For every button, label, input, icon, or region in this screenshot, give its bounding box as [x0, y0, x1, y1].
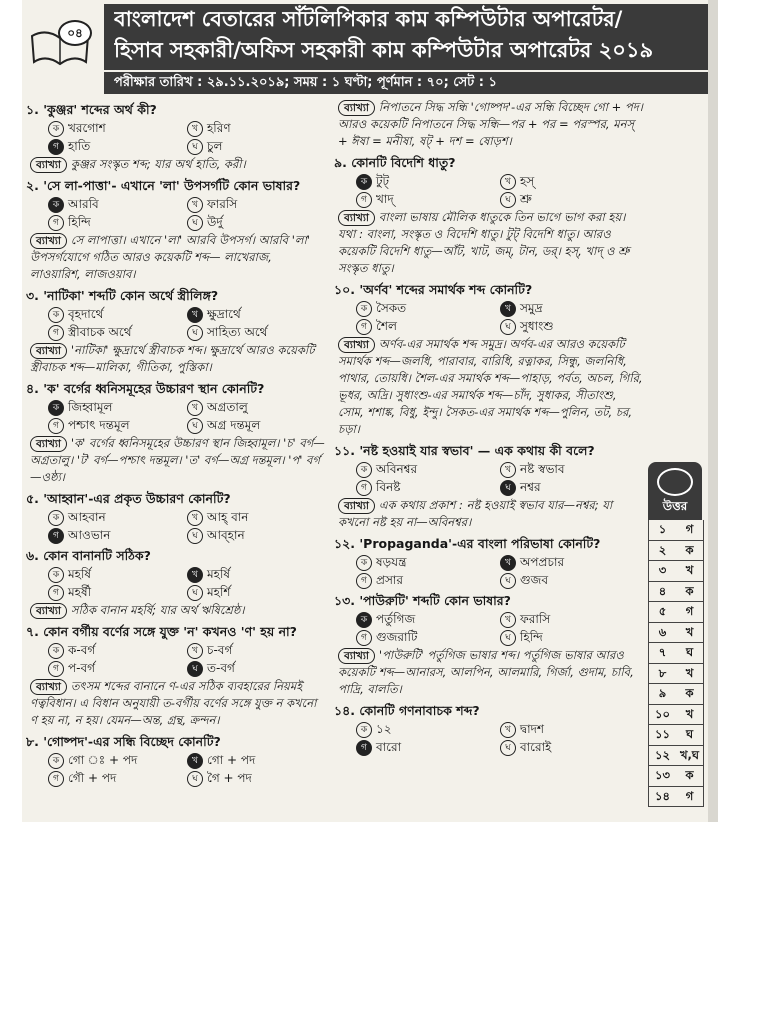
option-marker-icon: ক [356, 462, 372, 478]
answer-letter: ক [685, 686, 694, 700]
option-marker-icon: ক [356, 555, 372, 571]
option-text: খাদ্ [376, 192, 394, 206]
answer-option [356, 460, 500, 478]
answer-option [356, 172, 500, 190]
question-text: ৫. 'আহ্বান'-এর প্রকৃত উচ্চারণ কোনটি? [26, 491, 231, 506]
option-grid [334, 299, 644, 335]
option-marker-icon: ঘ [500, 480, 516, 496]
answer-letter: খ [685, 706, 694, 721]
option-marker-icon: ঘ [500, 573, 516, 589]
answer-option [48, 508, 187, 526]
option-text: উর্দু [207, 215, 223, 229]
answer-option [500, 190, 644, 208]
option-text: গৈ + পদ [207, 771, 252, 785]
option-text: হস্ [520, 174, 535, 188]
explanation-label: ব্যাখ্যা [30, 603, 67, 619]
option-marker-icon: ক [48, 567, 64, 583]
option-text: শ্রু [520, 192, 532, 206]
explanation-text: সে লাপাত্তা। এখানে 'লা' আরবি উপসর্গ। আরবি 'লা' উপসর্গযোগে গঠিত আরও কয়েকটি শব্দ— লাখেরাজ, লাওয়ারিশ, লাজওয়াব। [30, 233, 310, 281]
option-marker-icon: ঘ [187, 325, 203, 341]
option-grid [334, 720, 644, 756]
answer-key-row [648, 787, 704, 808]
explanation-text: অর্ণব-এর সমার্থক শব্দ সমুদ্র। অর্ণব-এর আরও কয়েকটি সমার্থক শব্দ—জলধি, পারাবার, বারিধি, রত্নাকর, সিন্ধু, জলনিধি, পাথার, তোয়ধি। শৈল-এর সমার্থক শব্দ—পাহাড়, পর্বত, অচল, গিরি, ভূধর, অদ্রি। সুধাংশু-এর সমার্থক শব্দ—চাঁদ, সুধাকর, সীতাংশু, সোম, শশাঙ্ক, বিধু, ইন্দু। সৈকত-এর সমার্থক শব্দ—পুলিন, তট, চর, চড়া। [338, 337, 643, 436]
exam-title [104, 4, 708, 70]
option-grid [334, 172, 644, 208]
option-marker-icon: খ [500, 174, 516, 190]
explanation-text: 'ক' বর্গের ধ্বনিসমূহের উচ্চারণ স্থান জিহ্বামূল। 'চ' বর্গ—অগ্রতালু। 'ট' বর্গ—পশ্চাৎ দন্তমূল। 'ত' বর্গ—অগ্র দন্তমূল। 'প' বর্গ—ওষ্ঠ্য। [30, 436, 325, 484]
answer-key-row [648, 623, 704, 644]
answer-option [500, 628, 644, 646]
option-grid [334, 610, 644, 646]
answer-key-row [648, 582, 704, 603]
answer-option [500, 571, 644, 589]
answer-number: ১৩ [655, 768, 670, 782]
option-marker-icon: ঘ [187, 418, 203, 434]
explanation-label: ব্যাখ্যা [30, 679, 67, 695]
option-text: অগ্র দন্তমূল [207, 418, 261, 432]
option-marker-icon: খ [500, 555, 516, 571]
option-text: বারোই [520, 740, 552, 754]
option-marker-icon: ঘ [187, 215, 203, 231]
explanation-label: ব্যাখ্যা [30, 157, 67, 173]
answer-option [187, 583, 326, 601]
title-line-1: বাংলাদেশ বেতারের সাঁটলিপিকার কাম কম্পিউটার অপারেটর/ [114, 7, 623, 31]
explanation [26, 602, 326, 619]
answer-number: ৭ [658, 645, 667, 659]
explanation-text: তৎসম শব্দের বানানে ণ-এর সঠিক ব্যবহারের নিয়মই ণত্ববিধান। এ বিধান অনুযায়ী ত-বর্গীয় বর্ণের সঙ্গে যুক্ত ন কখনো ণ হয় না, ন হয়। যেমন—অন্ত, গ্রন্থ, ক্রন্দন। [30, 679, 317, 727]
answer-option [48, 119, 187, 137]
question-text: ৯. কোনটি বিদেশি ধাতু? [334, 155, 456, 170]
answer-option [48, 565, 187, 583]
option-text: গো ঃ + পদ [68, 753, 138, 767]
answer-option [187, 526, 326, 544]
option-grid [26, 508, 326, 544]
option-text: জিহ্বামূল [68, 400, 113, 414]
option-text: বৃহদার্থে [68, 307, 104, 321]
option-marker-icon: ঘ [187, 771, 203, 787]
option-text: আহ্ বান [207, 510, 249, 524]
explanation-text: নিপাতনে সিদ্ধ সন্ধি 'গোষ্পদ'-এর সন্ধি বিচ্ছেদ গো + পদ। আরও কয়েকটি নিপাতনে সিদ্ধ সন্ধি—পর + পর = পরস্পর, মনস্ + ঈষা = মনীষা, ষট্ + দশ = ষোড়শ। [338, 100, 643, 148]
option-marker-icon: ঘ [187, 528, 203, 544]
option-text: গুজব [520, 573, 549, 587]
option-text: দ্বাদশ [520, 722, 545, 736]
option-marker-icon: খ [187, 643, 203, 659]
answer-option [187, 565, 326, 583]
answer-option [187, 769, 326, 787]
option-marker-icon: গ [48, 215, 64, 231]
answer-number: ১১ [655, 727, 670, 741]
answer-option [187, 659, 326, 677]
answer-key-row [648, 664, 704, 685]
answer-number: ৪ [658, 583, 667, 598]
option-text: ফারসি [207, 197, 238, 211]
exam-page [22, 0, 708, 822]
option-text: ত-বর্গ [207, 661, 235, 675]
option-text: বিনষ্ট [376, 480, 401, 494]
option-marker-icon: ক [356, 722, 372, 738]
option-marker-icon: গ [48, 528, 64, 544]
option-grid [26, 398, 326, 434]
explanation-text: এক কথায় প্রকাশ : নষ্ট হওয়াই স্বভাব যার—নশ্বর; যা কখনো নষ্ট হয় না—অবিনশ্বর। [338, 498, 613, 529]
answer-key [648, 462, 706, 807]
option-text: সুধাংশু [520, 319, 554, 333]
answer-number: ৫ [658, 604, 667, 618]
option-marker-icon: গ [48, 325, 64, 341]
option-text: মহর্ষী [68, 585, 92, 599]
option-text: মহর্শি [207, 585, 231, 599]
answer-number: ৩ [658, 563, 667, 577]
option-text: টুট্ [376, 174, 390, 188]
answer-option [500, 317, 644, 335]
answer-key-rows [648, 520, 706, 807]
answer-option [48, 137, 187, 155]
explanation-label: ব্যাখ্যা [338, 498, 375, 514]
option-marker-icon: ঘ [187, 585, 203, 601]
answer-key-row [648, 520, 704, 541]
page-badge [26, 6, 94, 72]
page-header [22, 0, 708, 96]
option-marker-icon: গ [48, 771, 64, 787]
answer-option [356, 720, 500, 738]
answer-number: ১৪ [655, 788, 670, 803]
option-text: গৌ + পদ [68, 771, 117, 785]
option-marker-icon: খ [187, 510, 203, 526]
answer-option [500, 720, 644, 738]
option-marker-icon: গ [356, 573, 372, 589]
option-text: সৈকত [376, 301, 407, 315]
explanation [334, 209, 644, 277]
option-grid [26, 641, 326, 677]
explanation [334, 497, 644, 531]
explanation-label: ব্যাখ্যা [30, 233, 67, 249]
answer-option [48, 641, 187, 659]
answer-key-row [648, 746, 704, 767]
answer-option [500, 299, 644, 317]
option-text: মহর্ষি [68, 567, 92, 581]
option-text: চ-বর্গ [207, 643, 233, 657]
answer-option [187, 751, 326, 769]
explanation-label: ব্যাখ্যা [338, 337, 375, 353]
option-text: অগ্রতালু [207, 400, 248, 414]
option-text: হরিণ [207, 121, 231, 135]
answer-letter: খ [685, 624, 694, 639]
answer-option [356, 299, 500, 317]
option-text: আব্হান [207, 528, 245, 542]
answer-key-label: উত্তর [662, 499, 688, 513]
explanation [26, 678, 326, 729]
answer-option [500, 738, 644, 756]
option-marker-icon: ক [356, 174, 372, 190]
explanation [26, 156, 326, 173]
explanation-label: ব্যাখ্যা [30, 343, 67, 359]
explanation [334, 336, 644, 438]
option-marker-icon: খ [500, 301, 516, 317]
explanation-text: বাংলা ভাষায় মৌলিক ধাতুকে তিন ভাগে ভাগ করা হয়। যথা : বাংলা, সংস্কৃত ও বিদেশি ধাতু। টুট্ বিদেশি ধাতু। আরও কয়েকটি বিদেশি ধাতু—আঁট, খাট, জম্, টান, ডর্। হস্, খাদ্ ও শ্রু সংস্কৃত ধাতু। [338, 210, 630, 275]
answer-option [187, 323, 326, 341]
option-marker-icon: ক [48, 400, 64, 416]
page-number: ০৪ [58, 20, 92, 46]
answer-key-row [648, 766, 704, 787]
question-text: ১১. 'নষ্ট হওয়াই যার স্বভাব' — এক কথায় কী বলে? [334, 443, 595, 458]
answer-option [356, 738, 500, 756]
option-marker-icon: ক [48, 307, 64, 323]
question-text: ২. 'সে লা-পাত্তা'- এখানে 'লা' উপসর্গটি কোন ভাষার? [26, 178, 301, 193]
answer-option [500, 610, 644, 628]
option-text: পশ্চাৎ দন্তমূল [68, 418, 130, 432]
option-text: আরবি [68, 197, 99, 211]
option-grid [26, 119, 326, 155]
option-text: সাহিত্য অর্থে [207, 325, 268, 339]
answer-option [187, 119, 326, 137]
answer-option [48, 213, 187, 231]
answer-option [187, 195, 326, 213]
answer-option [48, 751, 187, 769]
answer-option [500, 172, 644, 190]
question-text: ৮. 'গোষ্পদ'-এর সন্ধি বিচ্ছেদ কোনটি? [26, 734, 221, 749]
answer-option [356, 478, 500, 496]
answer-letter: গ [685, 788, 694, 803]
question-text: ৬. কোন বানানটি সঠিক? [26, 548, 151, 563]
explanation-text: 'নাটিকা' ক্ষুদ্রার্থে স্ত্রীবাচক শব্দ। ক্ষুদ্রার্থে আরও কয়েকটি স্ত্রীবাচক শব্দ—মালিকা, গীতিকা, পুস্তিকা। [30, 343, 315, 374]
option-text: ক্ষুদ্রার্থে [207, 307, 241, 321]
answer-option [356, 190, 500, 208]
option-grid [26, 305, 326, 341]
option-marker-icon: খ [187, 400, 203, 416]
answer-option [187, 416, 326, 434]
explanation-label: ব্যাখ্যা [30, 436, 67, 452]
question-text: ৩. 'নাটিকা' শব্দটি কোন অর্থে স্ত্রীলিঙ্গ? [26, 288, 219, 303]
exam-meta: পরীক্ষার তারিখ : ২৯.১১.২০১৯; সময় : ১ ঘণ্টা; পূর্ণমান : ৭০; সেট : ১ [104, 72, 708, 94]
option-marker-icon: খ [187, 121, 203, 137]
explanation [26, 232, 326, 283]
option-marker-icon: খ [187, 307, 203, 323]
answer-key-row [648, 643, 704, 664]
answer-letter: খ [685, 665, 694, 680]
answer-option [187, 213, 326, 231]
option-text: ষড়যন্ত্র [376, 555, 407, 569]
option-marker-icon: গ [356, 740, 372, 756]
option-grid [334, 460, 644, 496]
answer-option [500, 553, 644, 571]
explanation [334, 99, 644, 150]
option-marker-icon: ঘ [187, 661, 203, 677]
explanation-label: ব্যাখ্যা [338, 648, 375, 664]
option-grid [26, 195, 326, 231]
answer-option [48, 659, 187, 677]
answer-letter: গ [685, 604, 694, 618]
question-text: ১. 'কুঞ্জর' শব্দের অর্থ কী? [26, 102, 157, 117]
option-marker-icon: গ [48, 585, 64, 601]
option-marker-icon: ঘ [187, 139, 203, 155]
answer-option [187, 641, 326, 659]
answer-number: ১ [658, 522, 667, 536]
option-text: ফরাসি [520, 612, 551, 626]
option-marker-icon: গ [356, 192, 372, 208]
answer-option [187, 508, 326, 526]
answer-letter: গ [685, 522, 694, 536]
option-marker-icon: গ [356, 630, 372, 646]
answer-letter: ক [685, 583, 694, 598]
option-text: আওভান [68, 528, 111, 542]
option-marker-icon: গ [356, 319, 372, 335]
option-text: বারো [376, 740, 402, 754]
option-marker-icon: খ [500, 612, 516, 628]
option-marker-icon: ক [48, 121, 64, 137]
option-marker-icon: ঘ [500, 630, 516, 646]
answer-option [356, 553, 500, 571]
answer-letter: খ [685, 563, 694, 577]
answer-option [48, 769, 187, 787]
explanation-text: কুঞ্জর সংস্কৃত শব্দ; যার অর্থ হাতি, করী। [70, 157, 246, 171]
explanation-text: 'পাউরুটি' পর্তুগিজ ভাষার শব্দ। পর্তুগিজ ভাষার আরও কয়েকটি শব্দ—আনারস, আলপিন, আলমারি, গির্জা, গুদাম, চাবি, পাদ্রি, বালতি। [338, 648, 634, 696]
answer-option [356, 610, 500, 628]
question-text: ১৩. 'পাউরুটি' শব্দটি কোন ভাষার? [334, 593, 511, 608]
answer-letter: ঘ [685, 727, 694, 741]
scan-edge [708, 0, 718, 822]
answer-option [48, 583, 187, 601]
option-text: প-বর্গ [68, 661, 96, 675]
option-text: গো + পদ [207, 753, 256, 767]
answer-number: ১২ [655, 747, 670, 762]
answer-option [500, 478, 644, 496]
option-text: ক-বর্গ [68, 643, 96, 657]
option-marker-icon: গ [48, 139, 64, 155]
answer-option [356, 571, 500, 589]
option-text: অপপ্রচার [520, 555, 565, 569]
answer-option [356, 317, 500, 335]
option-marker-icon: ক [356, 301, 372, 317]
answer-number: ৯ [658, 686, 667, 700]
option-marker-icon: গ [48, 418, 64, 434]
option-marker-icon: ক [48, 643, 64, 659]
answer-key-row [648, 705, 704, 726]
option-marker-icon: ঘ [500, 192, 516, 208]
option-marker-icon: ক [356, 612, 372, 628]
questions-left-column [26, 98, 326, 787]
option-marker-icon: ঘ [500, 740, 516, 756]
answer-option [48, 323, 187, 341]
answer-key-row [648, 684, 704, 705]
option-text: সমুদ্র [520, 301, 543, 315]
title-line-2: হিসাব সহকারী/অফিস সহকারী কাম কম্পিউটার অপারেটর ২০১৯ [114, 38, 654, 62]
option-marker-icon: ঘ [500, 319, 516, 335]
answer-key-row [648, 541, 704, 562]
answer-number: ৬ [658, 624, 667, 639]
answer-key-row [648, 602, 704, 623]
explanation [26, 435, 326, 486]
question-text: ১৪. কোনটি গণনাবাচক শব্দ? [334, 703, 480, 718]
question-text: ৭. কোন বর্গীয় বর্ণের সঙ্গে যুক্ত 'ন' কখনও 'ণ' হয় না? [26, 624, 297, 639]
answer-letter: খ,ঘ [679, 747, 700, 762]
answer-option [48, 416, 187, 434]
question-text: ১২. 'Propaganda'-এর বাংলা পরিভাষা কোনটি? [334, 536, 601, 551]
option-text: অবিনশ্বর [376, 462, 418, 476]
option-marker-icon: গ [356, 480, 372, 496]
option-text: পর্তুগিজ [376, 612, 416, 626]
answer-option [48, 398, 187, 416]
answer-number: ১০ [655, 706, 670, 721]
option-marker-icon: খ [500, 462, 516, 478]
answer-letter: ঘ [685, 645, 694, 659]
option-marker-icon: খ [187, 567, 203, 583]
answer-key-header [648, 462, 702, 520]
explanation-text: সঠিক বানান মহর্ষি; যার অর্থ ঋষিশ্রেষ্ঠ। [70, 603, 245, 617]
option-text: হাতি [68, 139, 91, 153]
option-text: চুল [207, 139, 223, 153]
option-grid [26, 565, 326, 601]
option-text: নশ্বর [520, 480, 541, 494]
option-marker-icon: গ [48, 661, 64, 677]
question-text: ১০. 'অর্ণব' শব্দের সমার্থক শব্দ কোনটি? [334, 282, 533, 297]
option-text: স্ত্রীবাচক অর্থে [68, 325, 132, 339]
answer-key-row [648, 561, 704, 582]
answer-number: ২ [658, 542, 667, 557]
option-text: খরগোশ [68, 121, 106, 135]
option-marker-icon: খ [187, 753, 203, 769]
option-marker-icon: খ [500, 722, 516, 738]
questions-right-column [334, 98, 644, 756]
explanation [334, 647, 644, 698]
option-marker-icon: ক [48, 753, 64, 769]
option-text: হিন্দি [520, 630, 543, 644]
option-text: নষ্ট স্বভাব [520, 462, 565, 476]
option-grid [26, 751, 326, 787]
answer-option [187, 305, 326, 323]
explanation-label: ব্যাখ্যা [338, 100, 375, 116]
explanation-label: ব্যাখ্যা [338, 210, 375, 226]
option-text: মহর্ষি [207, 567, 231, 581]
option-text: আহবান [68, 510, 106, 524]
option-text: গুজরাটি [376, 630, 418, 644]
option-grid [334, 553, 644, 589]
answer-option [356, 628, 500, 646]
explanation [26, 342, 326, 376]
answer-option [48, 195, 187, 213]
answer-key-icon [657, 468, 693, 496]
option-marker-icon: ক [48, 197, 64, 213]
option-text: হিন্দি [68, 215, 91, 229]
answer-letter: ক [685, 768, 694, 782]
answer-letter: ক [685, 542, 694, 557]
question-text: ৪. 'ক' বর্গের ধ্বনিসমূহের উচ্চারণ স্থান কোনটি? [26, 381, 265, 396]
option-text: শৈল [376, 319, 397, 333]
answer-option [48, 526, 187, 544]
answer-option [187, 137, 326, 155]
answer-option [500, 460, 644, 478]
option-marker-icon: খ [187, 197, 203, 213]
answer-option [48, 305, 187, 323]
answer-number: ৮ [658, 665, 667, 680]
option-text: ১২ [376, 722, 392, 736]
option-marker-icon: ক [48, 510, 64, 526]
option-text: প্রসার [376, 573, 403, 587]
answer-key-row [648, 725, 704, 746]
answer-option [187, 398, 326, 416]
